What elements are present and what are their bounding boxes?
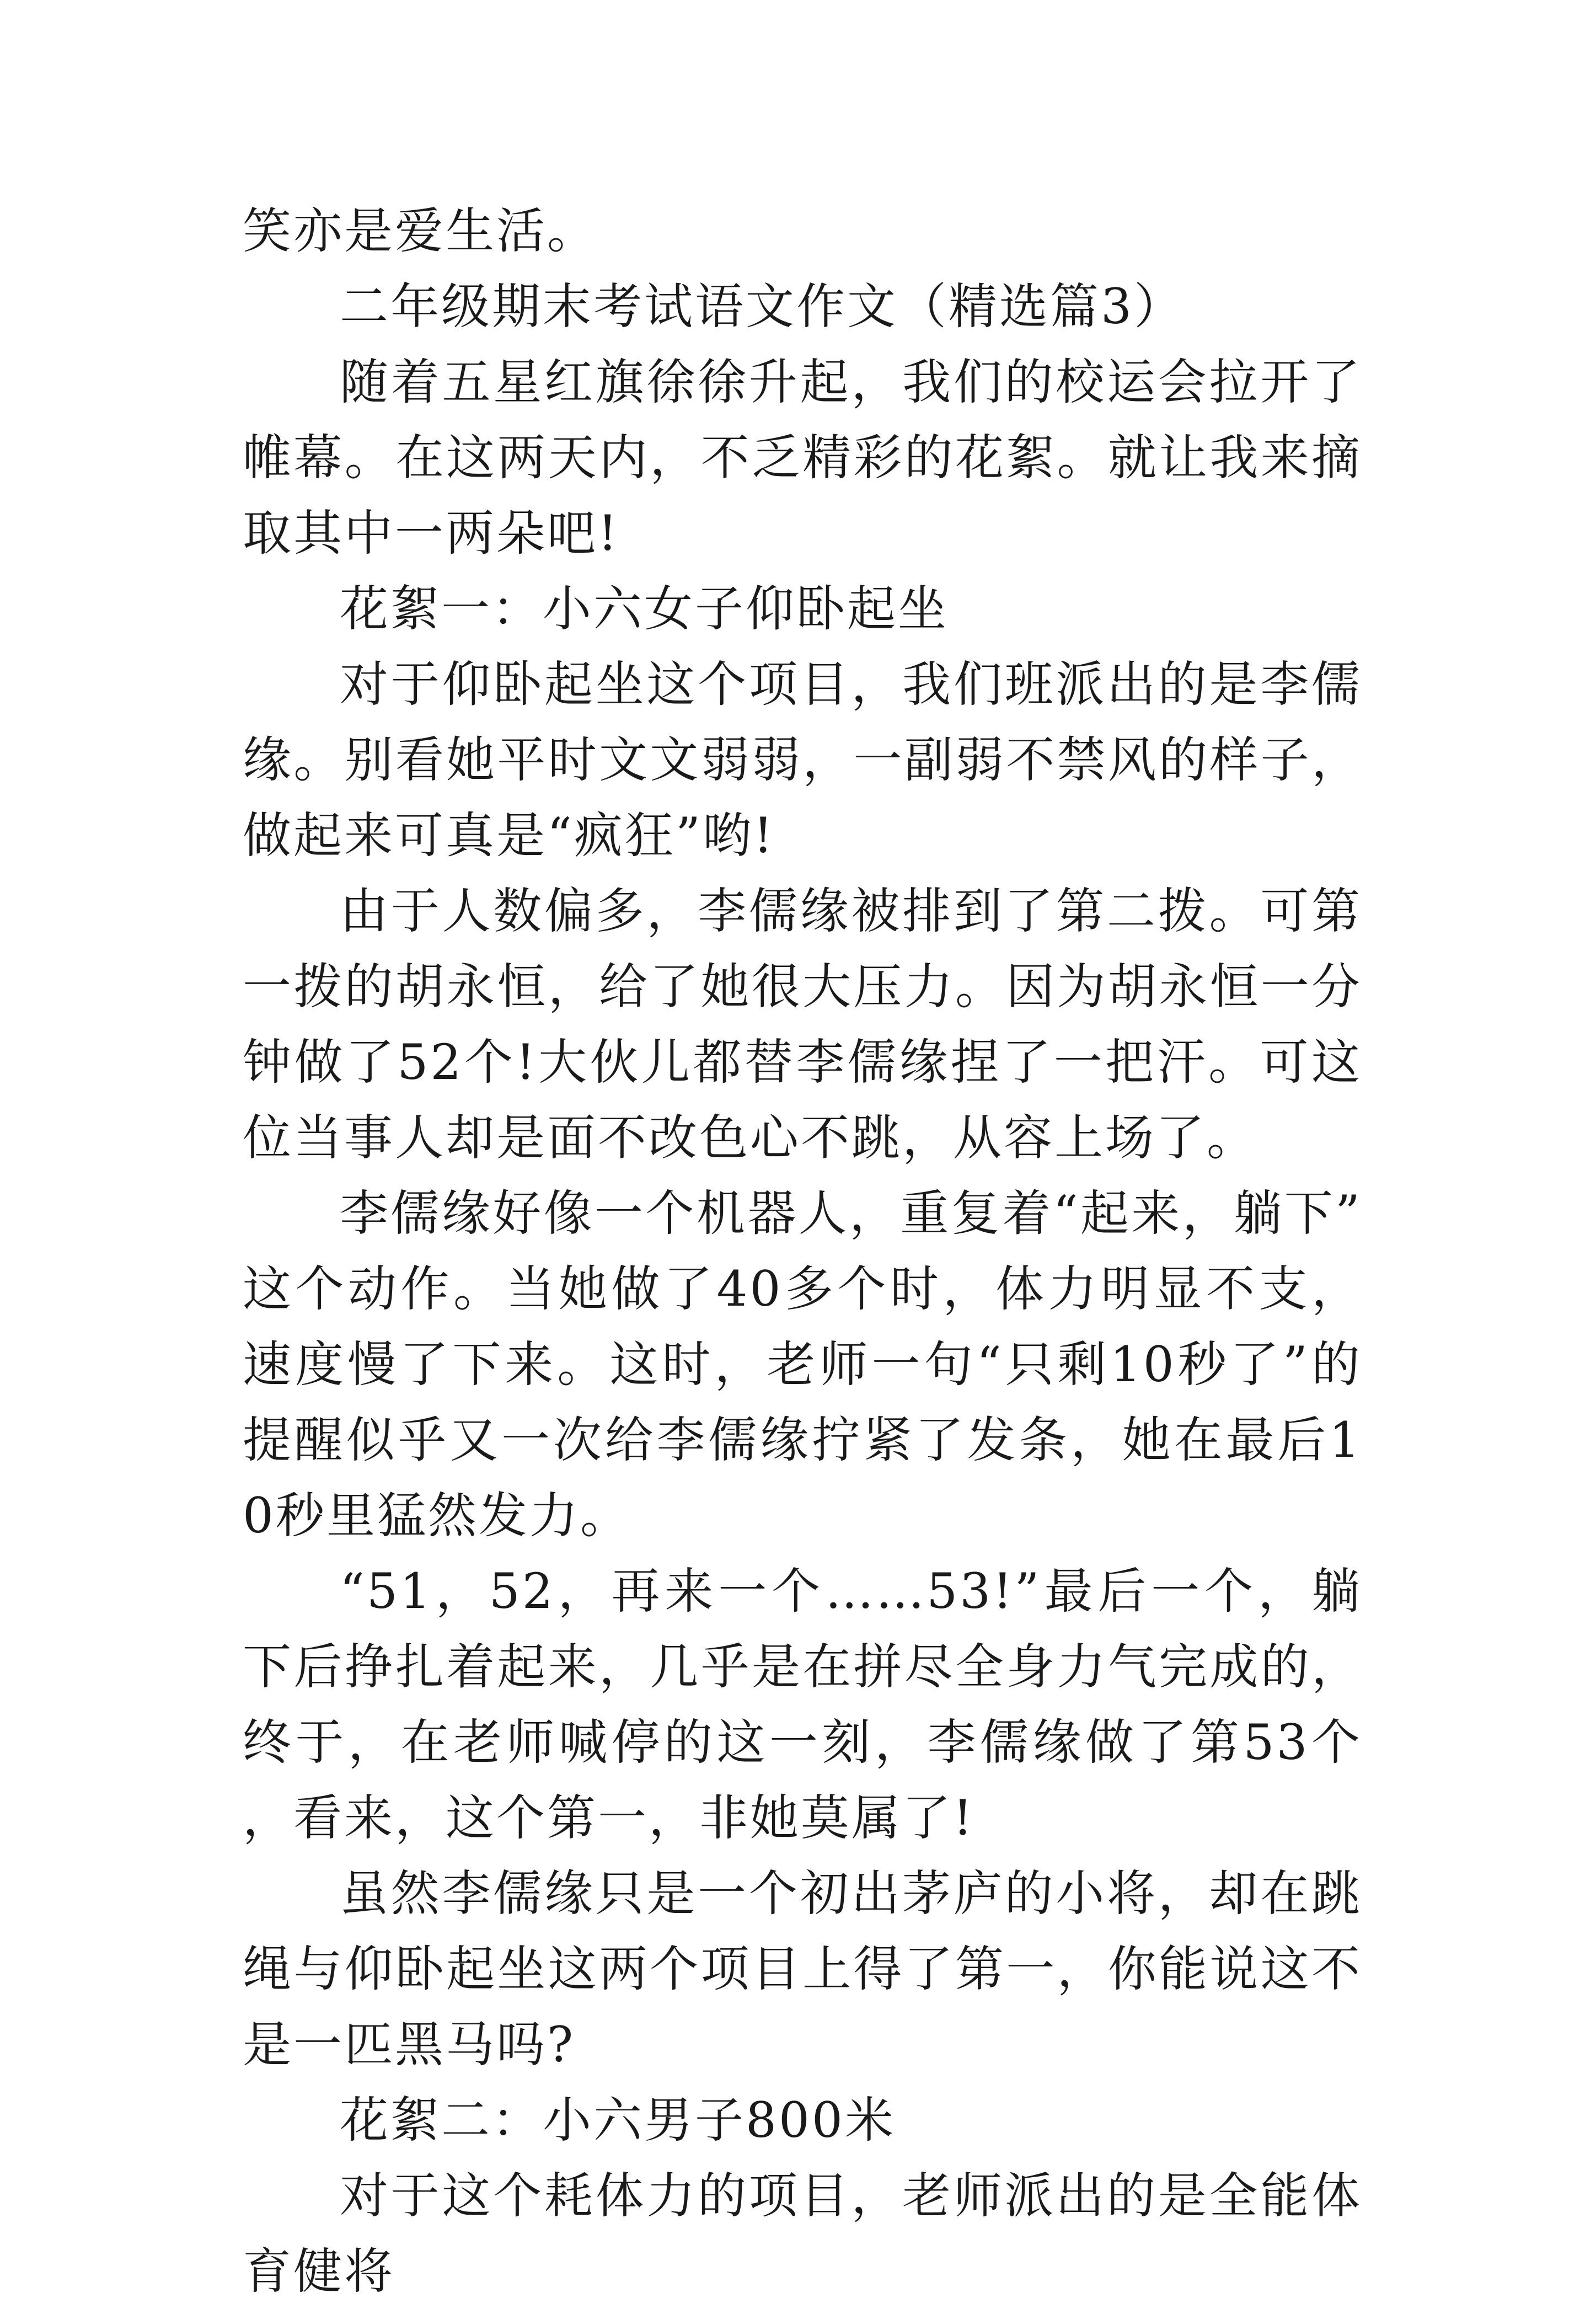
paragraph: 李儒缘好像一个机器人，重复着“起来，躺下”这个动作。当她做了40多个时，体力明显不支，速度慢了下来。这时，老师一句“只剩10秒了”的提醒似乎又一次给李儒缘拧紧了发条，她在最后10秒里猛然发力。 <box>243 1185 1362 1544</box>
paragraph: 虽然李儒缘只是一个初出茅庐的小将，却在跳绳与仰卧起坐这两个项目上得了第一，你能说这不是一匹黑马吗? <box>243 1865 1362 2073</box>
section-heading-1: 花絮一：小六女子仰卧起坐 <box>340 580 949 637</box>
essay-title: 二年级期末考试语文作文（精选篇3） <box>340 278 1185 335</box>
paragraph: 对于仰卧起坐这个项目，我们班派出的是李儒缘。别看她平时文文弱弱，一副弱不禁风的样子，做起来可真是“疯狂”哟! <box>243 656 1362 864</box>
section-heading-2: 花絮二：小六男子800米 <box>340 2092 896 2148</box>
paragraph-continuation: 笑亦是爱生活。 <box>243 202 598 259</box>
paragraph: 对于这个耗体力的项目，老师派出的是全能体育健将 <box>243 2167 1362 2300</box>
paragraph: 随着五星红旗徐徐升起，我们的校运会拉开了帷幕。在这两天内，不乏精彩的花絮。就让我来摘取其中一两朵吧! <box>243 354 1362 562</box>
paragraph: 由于人数偏多，李儒缘被排到了第二拨。可第一拨的胡永恒，给了她很大压力。因为胡永恒一分钟做了52个!大伙儿都替李儒缘捏了一把汗。可这位当事人却是面不改色心不跳，从容上场了。 <box>243 883 1362 1166</box>
document-page <box>243 193 1362 2309</box>
paragraph: “51，52，再来一个……53!”最后一个，躺下后挣扎着起来，几乎是在拼尽全身力气完成的，终于，在老师喊停的这一刻，李儒缘做了第53个，看来，这个第一，非她莫属了! <box>243 1563 1362 1846</box>
